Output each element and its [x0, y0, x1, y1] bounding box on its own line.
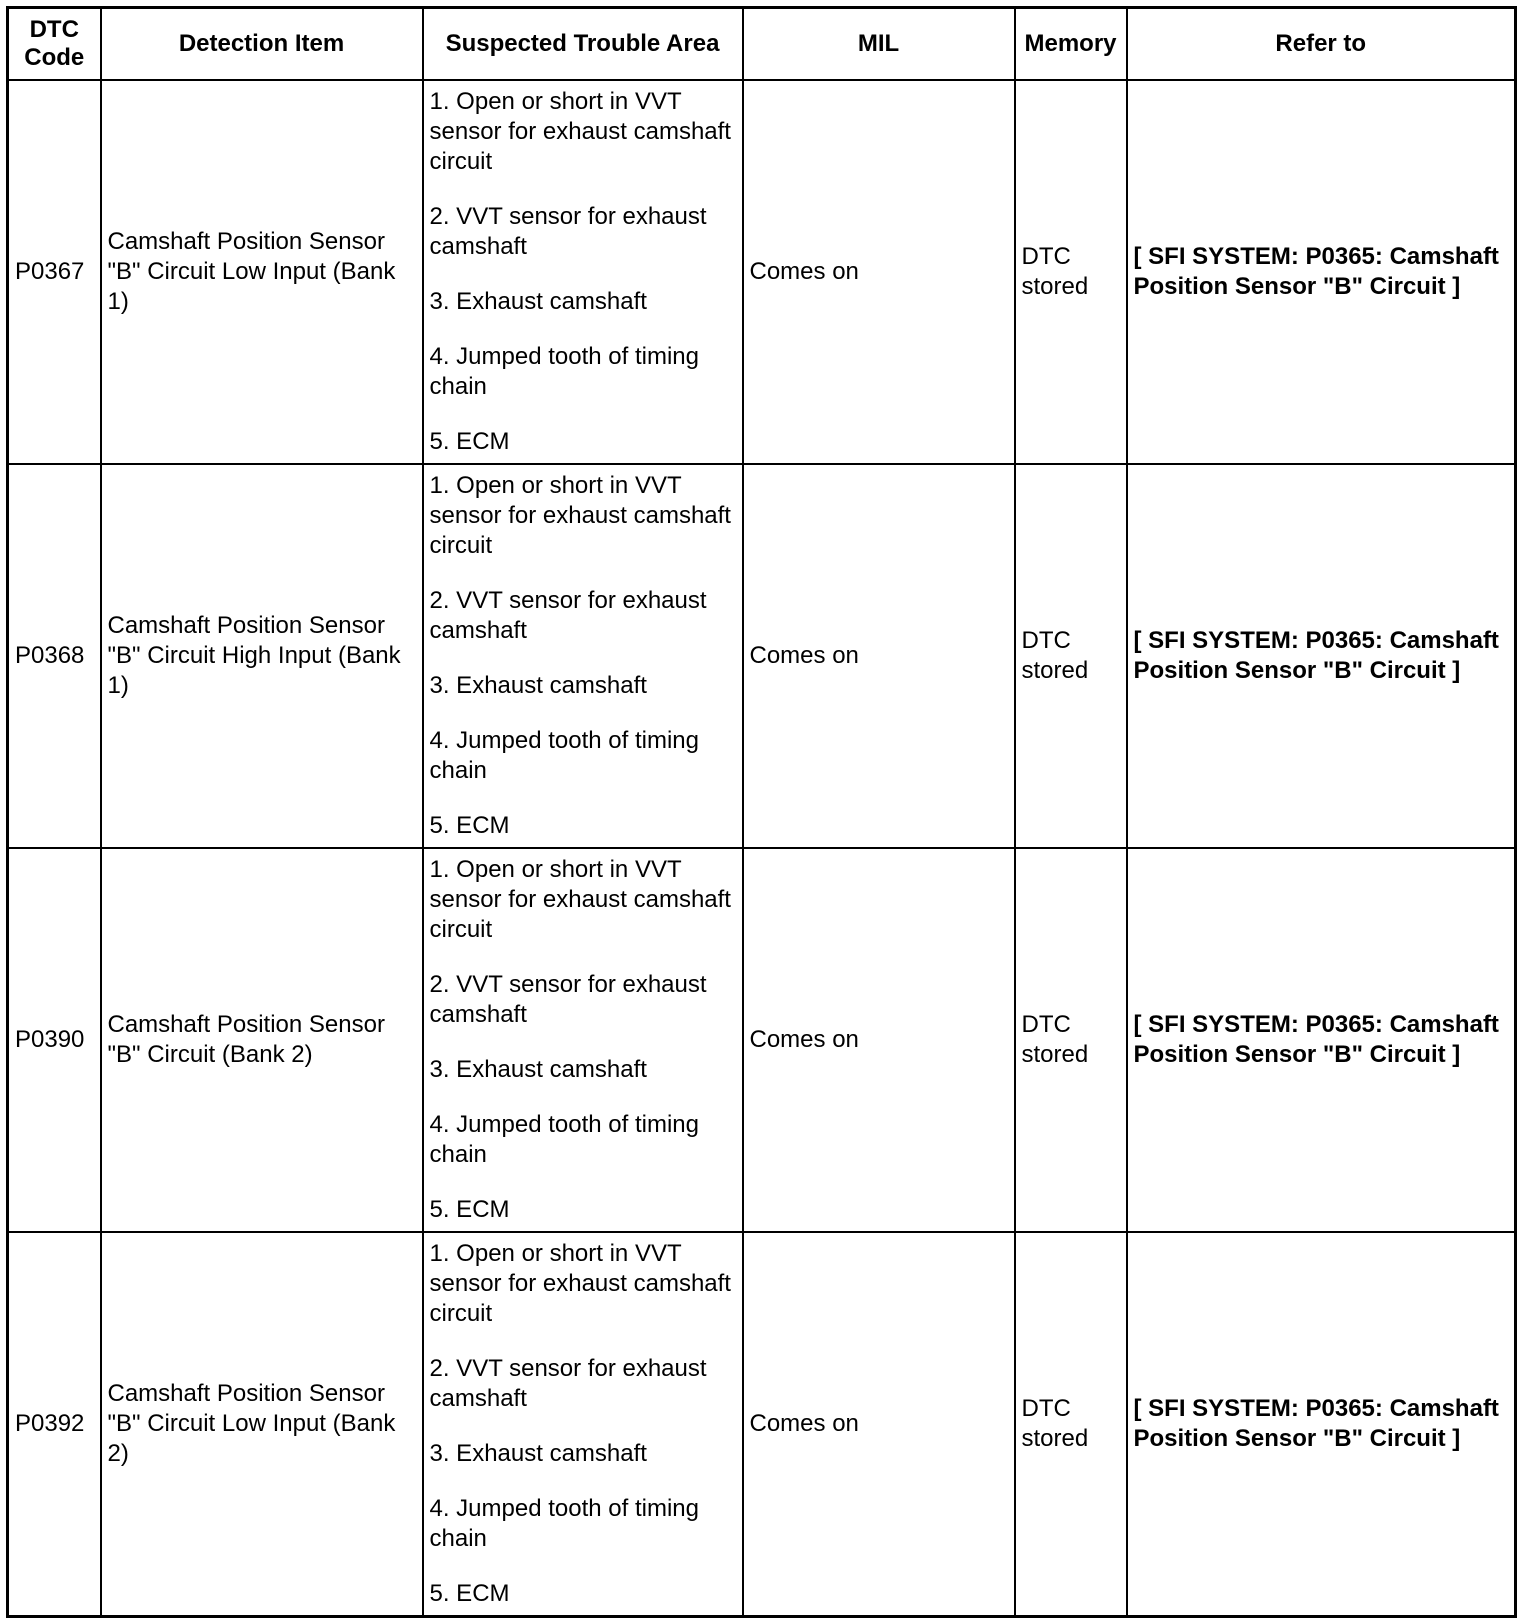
header-refer-to: Refer to [1127, 8, 1516, 81]
trouble-area-item: 4. Jumped tooth of timing chain [429, 727, 699, 784]
trouble-area-item: 3. Exhaust camshaft [429, 1440, 647, 1467]
header-row [8, 8, 1516, 81]
trouble-area-item: 2. VVT sensor for exhaust camshaft [429, 587, 707, 644]
table-row [8, 1232, 1516, 1617]
trouble-area-item: 1. Open or short in VVT sensor for exhaust camshaft circuit [429, 1240, 731, 1327]
detection-item-cell: Camshaft Position Sensor "B" Circuit (Bank 2) [101, 848, 423, 1232]
mil-cell: Comes on [743, 1232, 1015, 1617]
memory-cell: DTC stored [1015, 464, 1127, 848]
dtc-code-cell: P0392 [8, 1232, 101, 1617]
refer-to-link[interactable]: [ SFI SYSTEM: P0365: Camshaft Position Sensor "B" Circuit ] [1127, 848, 1516, 1232]
suspected-area-cell [423, 1232, 743, 1617]
suspected-area-cell [423, 80, 743, 464]
suspected-area-cell [423, 464, 743, 848]
detection-item-cell: Camshaft Position Sensor "B" Circuit High Input (Bank 1) [101, 464, 423, 848]
trouble-area-item: 5. ECM [429, 428, 510, 455]
trouble-area-item: 4. Jumped tooth of timing chain [429, 1495, 699, 1552]
refer-to-link[interactable]: [ SFI SYSTEM: P0365: Camshaft Position Sensor "B" Circuit ] [1127, 1232, 1516, 1617]
trouble-area-item: 1. Open or short in VVT sensor for exhaust camshaft circuit [429, 88, 731, 175]
trouble-area-item: 5. ECM [429, 1580, 510, 1607]
trouble-area-item: 3. Exhaust camshaft [429, 288, 647, 315]
suspected-area-cell [423, 848, 743, 1232]
header-dtc-code: DTC Code [8, 8, 101, 81]
header-mil: MIL [743, 8, 1015, 81]
trouble-area-item: 4. Jumped tooth of timing chain [429, 343, 699, 400]
refer-to-link[interactable]: [ SFI SYSTEM: P0365: Camshaft Position Sensor "B" Circuit ] [1127, 80, 1516, 464]
memory-cell: DTC stored [1015, 80, 1127, 464]
dtc-table [6, 6, 1517, 1618]
table-row [8, 464, 1516, 848]
trouble-area-item: 1. Open or short in VVT sensor for exhaust camshaft circuit [429, 856, 731, 943]
header-suspected-trouble-area: Suspected Trouble Area [423, 8, 743, 81]
memory-cell: DTC stored [1015, 1232, 1127, 1617]
mil-cell: Comes on [743, 80, 1015, 464]
trouble-area-item: 5. ECM [429, 1196, 510, 1223]
trouble-area-item: 3. Exhaust camshaft [429, 1056, 647, 1083]
trouble-area-item: 2. VVT sensor for exhaust camshaft [429, 971, 707, 1028]
dtc-code-cell: P0367 [8, 80, 101, 464]
dtc-code-cell: P0390 [8, 848, 101, 1232]
memory-cell: DTC stored [1015, 848, 1127, 1232]
table-row [8, 848, 1516, 1232]
detection-item-cell: Camshaft Position Sensor "B" Circuit Low Input (Bank 2) [101, 1232, 423, 1617]
refer-to-link[interactable]: [ SFI SYSTEM: P0365: Camshaft Position Sensor "B" Circuit ] [1127, 464, 1516, 848]
table-row [8, 80, 1516, 464]
trouble-area-item: 3. Exhaust camshaft [429, 672, 647, 699]
mil-cell: Comes on [743, 848, 1015, 1232]
header-memory: Memory [1015, 8, 1127, 81]
trouble-area-item: 2. VVT sensor for exhaust camshaft [429, 203, 707, 260]
trouble-area-item: 1. Open or short in VVT sensor for exhaust camshaft circuit [429, 472, 731, 559]
mil-cell: Comes on [743, 464, 1015, 848]
trouble-area-item: 4. Jumped tooth of timing chain [429, 1111, 699, 1168]
trouble-area-item: 2. VVT sensor for exhaust camshaft [429, 1355, 707, 1412]
trouble-area-item: 5. ECM [429, 812, 510, 839]
detection-item-cell: Camshaft Position Sensor "B" Circuit Low Input (Bank 1) [101, 80, 423, 464]
header-detection-item: Detection Item [101, 8, 423, 81]
dtc-code-cell: P0368 [8, 464, 101, 848]
